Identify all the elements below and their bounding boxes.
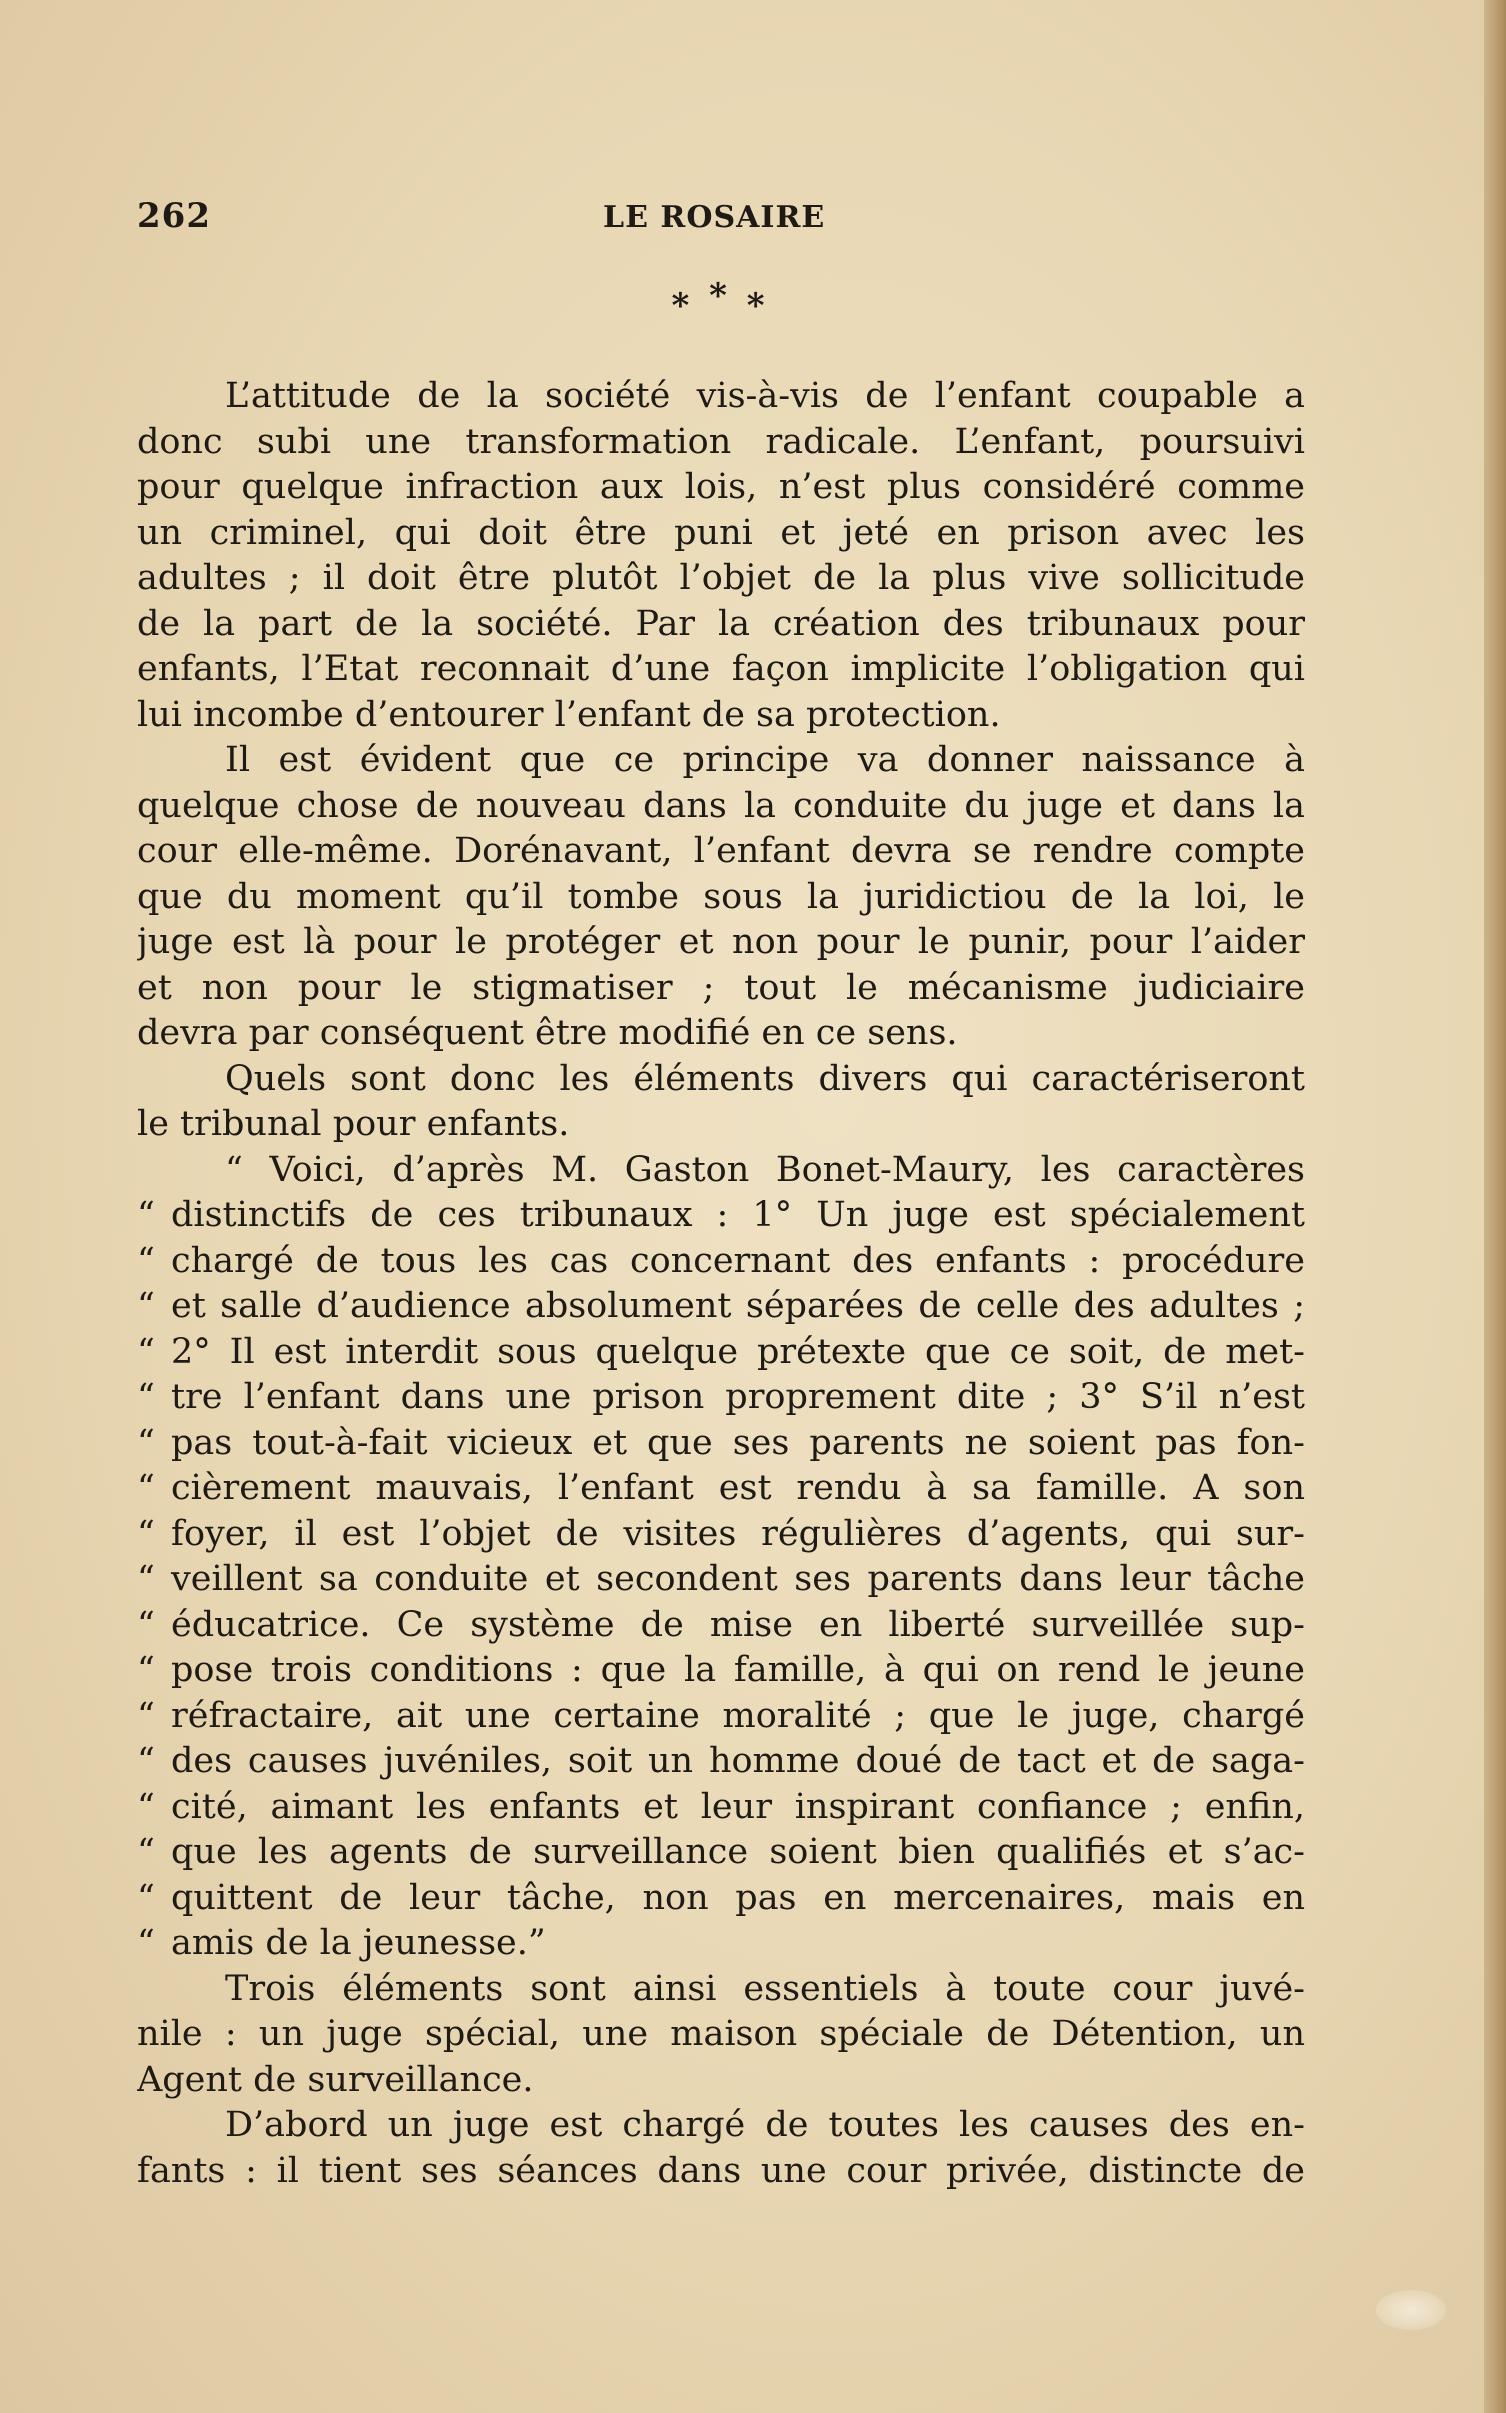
text-line [137, 2149, 1305, 2195]
text-line [137, 1375, 1305, 1421]
text-line [137, 1785, 1305, 1831]
line-text: distinctifs de ces tribunaux : 1° Un juge est spécialement [171, 1195, 1305, 1235]
line-text: que du moment qu’il tombe sous la juridictiou de la loi, le [137, 876, 1305, 917]
text-line [137, 1284, 1305, 1330]
text-line [137, 420, 1305, 466]
quote-mark: “ [137, 1741, 155, 1781]
quote-mark: “ [137, 1422, 155, 1463]
quote-mark: “ [137, 1877, 155, 1918]
quote-mark: “ [137, 1695, 155, 1736]
running-title: LE ROSAIRE [603, 200, 826, 235]
line-text: 2° Il est interdit sous quelque prétexte que ce soit, de met- [171, 1331, 1305, 1372]
line-text: foyer, il est l’objet de visites régulières d’agents, qui sur- [171, 1513, 1305, 1554]
text-line [137, 1557, 1305, 1603]
line-text: veillent sa conduite et secondent ses parents dans leur tâche [171, 1559, 1305, 1599]
text-line [137, 2012, 1305, 2058]
line-text: cour elle-même. Dorénavant, l’enfant devra se rendre compte [137, 831, 1305, 871]
text-line [137, 1694, 1305, 1740]
line-text: fants : il tient ses séances dans une cour privée, distincte de [137, 2150, 1305, 2191]
line-text: adultes ; il doit être plutôt l’objet de la plus vive sollicitude [137, 558, 1305, 598]
text-line [137, 784, 1305, 830]
text-line [137, 920, 1305, 966]
line-text: L’attitude de la société vis-à-vis de l’enfant coupable a [225, 376, 1305, 416]
quote-mark: “ [137, 1286, 155, 1326]
quote-mark: “ [137, 1923, 155, 1963]
line-text: D’abord un juge est chargé de toutes les causes des en- [225, 2105, 1305, 2145]
quote-mark: “ [137, 1468, 155, 1508]
line-text: enfants, l’Etat reconnait d’une façon implicite l’obligation qui [137, 649, 1305, 689]
line-text: Agent de surveillance. [137, 2059, 534, 2100]
text-line [137, 374, 1305, 420]
text-line [137, 829, 1305, 875]
line-text: Il est évident que ce principe va donner naissance à [225, 740, 1305, 780]
text-line [137, 647, 1305, 693]
text-line [137, 1421, 1305, 1467]
text-line [137, 1239, 1305, 1285]
text-line [137, 1466, 1305, 1512]
line-text: Quels sont donc les éléments divers qui caractériseront [225, 1058, 1305, 1099]
text-line [137, 1648, 1305, 1694]
line-text: “ Voici, d’après M. Gaston Bonet-Maury, les caractères [225, 1149, 1305, 1190]
text-line [137, 1011, 1305, 1057]
text-line [137, 556, 1305, 602]
line-text: cité, aimant les enfants et leur inspirant confiance ; enfin, [171, 1786, 1305, 1827]
line-text: amis de la jeunesse.” [171, 1923, 546, 1963]
quote-mark: “ [137, 1650, 155, 1690]
text-line [137, 2103, 1305, 2149]
paper-stain [1376, 2290, 1446, 2330]
line-text: cièrement mauvais, l’enfant est rendu à sa famille. A son [171, 1468, 1305, 1508]
line-text: tre l’enfant dans une prison proprement dite ; 3° S’il n’est [171, 1377, 1305, 1417]
line-text: pas tout-à-fait vicieux et que ses parents ne soient pas fon- [171, 1422, 1305, 1463]
line-text: pose trois conditions : que la famille, à qui on rend le jeune [171, 1650, 1305, 1690]
line-text: juge est là pour le protéger et non pour le punir, pour l’aider [137, 922, 1305, 962]
text-line [137, 2058, 1305, 2104]
quote-mark: “ [137, 1331, 155, 1372]
text-line [137, 511, 1305, 557]
page-header [137, 196, 1305, 246]
text-line [137, 1512, 1305, 1558]
page-edge [1484, 0, 1506, 2413]
asterisk-middle: * [709, 276, 731, 316]
asterisk-left: * [671, 286, 694, 326]
line-text: nile : un juge spécial, une maison spéciale de Détention, un [137, 2014, 1305, 2054]
line-text: des causes juvéniles, soit un homme doué de tact et de saga- [171, 1741, 1305, 1781]
line-text: quelque chose de nouveau dans la conduite du juge et dans la [137, 785, 1305, 826]
quote-mark: “ [137, 1195, 155, 1235]
line-text: le tribunal pour enfants. [137, 1104, 570, 1144]
text-line [137, 875, 1305, 921]
text-line [137, 1102, 1305, 1148]
line-text: de la part de la société. Par la création des tribunaux pour [137, 603, 1305, 644]
text-line [137, 1967, 1305, 2013]
quote-mark: “ [137, 1832, 155, 1872]
line-text: que les agents de surveillance soient bien qualifiés et s’ac- [171, 1832, 1305, 1872]
quote-mark: “ [137, 1786, 155, 1827]
line-text: réfractaire, ait une certaine moralité ; que le juge, chargé [171, 1695, 1305, 1736]
text-line [137, 1830, 1305, 1876]
quote-mark: “ [137, 1240, 155, 1281]
line-text: et salle d’audience absolument séparées de celle des adultes ; [171, 1286, 1305, 1326]
text-line [137, 602, 1305, 648]
text-line [137, 1921, 1305, 1967]
line-text: donc subi une transformation radicale. L’enfant, poursuivi [137, 421, 1305, 462]
quote-mark: “ [137, 1377, 155, 1417]
section-break-asterisks [0, 276, 1440, 326]
line-text: éducatrice. Ce système de mise en liberté surveillée sup- [171, 1604, 1305, 1645]
asterisk-right: * [746, 286, 769, 326]
text-line [137, 465, 1305, 511]
text-line [137, 1193, 1305, 1239]
quote-mark: “ [137, 1513, 155, 1554]
line-text: lui incombe d’entourer l’enfant de sa protection. [137, 694, 1001, 735]
line-text: quittent de leur tâche, non pas en mercenaires, mais en [171, 1877, 1305, 1918]
line-text: devra par conséquent être modifié en ce sens. [137, 1013, 958, 1053]
text-line [137, 1876, 1305, 1922]
line-text: chargé de tous les cas concernant des enfants : procédure [171, 1240, 1305, 1281]
text-line [137, 1148, 1305, 1194]
text-line [137, 693, 1305, 739]
text-line [137, 738, 1305, 784]
text-line [137, 1330, 1305, 1376]
text-line [137, 966, 1305, 1012]
text-line [137, 1603, 1305, 1649]
line-text: Trois éléments sont ainsi essentiels à toute cour juvé- [225, 1968, 1305, 2009]
line-text: et non pour le stigmatiser ; tout le mécanisme judiciaire [137, 967, 1305, 1008]
body-text [137, 374, 1305, 2194]
page-number: 262 [137, 196, 211, 236]
line-text: pour quelque infraction aux lois, n’est plus considéré comme [137, 467, 1305, 507]
line-text: un criminel, qui doit être puni et jeté en prison avec les [137, 512, 1305, 553]
text-line [137, 1739, 1305, 1785]
quote-mark: “ [137, 1559, 155, 1599]
text-line [137, 1057, 1305, 1103]
quote-mark: “ [137, 1604, 155, 1645]
